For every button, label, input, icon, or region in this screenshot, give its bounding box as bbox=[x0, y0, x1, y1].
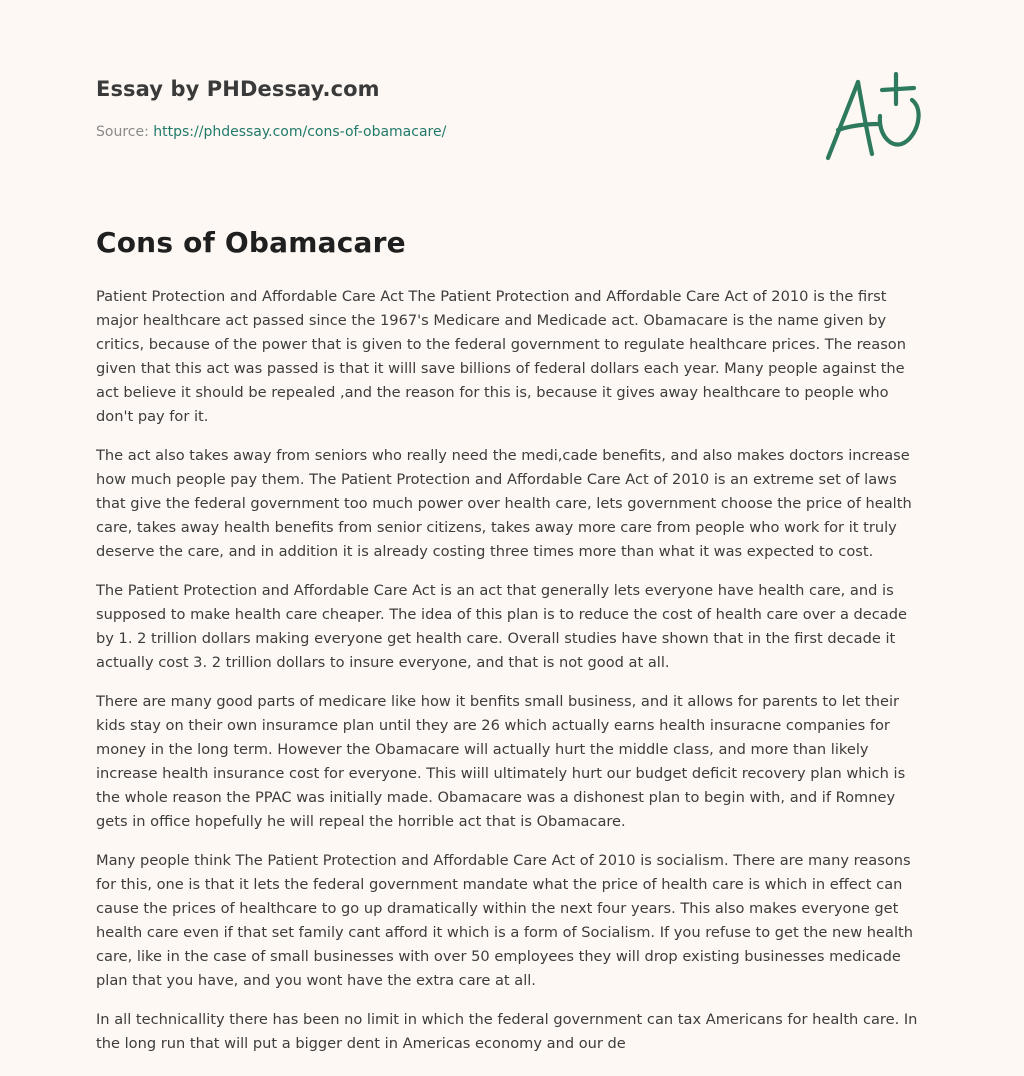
essay-paragraph: In all technicallity there has been no limit in which the federal government can tax Americans for health care. In the long run that will put a bigger dent in Americas economy and our de bbox=[96, 1011, 918, 1052]
essay-paragraph: Patient Protection and Affordable Care Act The Patient Protection and Affordable Care Act of 2010 is the first major healthcare act passed since the 1967's Medicare and Medicade act. Obamacare is the name given by critics, because of the power that is given to the federal government to regulate healthcare prices. The reason given that this act was passed is that it willl save billions of federal dollars each year. Many people against the act believe it should be repealed ,and the reason for this is, because it gives away healthcare to people who don't pay for it. bbox=[96, 288, 906, 425]
essay-paragraph: The act also takes away from seniors who really need the medi,cade benefits, and also makes doctors increase how much people pay them. The Patient Protection and Affordable Care Act of 2010 is an extreme set of laws that give the federal government too much power over health care, lets government choose the price of health care, takes away health benefits from senior citizens, takes away more care from people who work for it truly deserve the care, and in addition it is already costing three times more than what it was expected to cost. bbox=[96, 447, 912, 560]
essay-paragraph: There are many good parts of medicare like how it benfits small business, and it allows for parents to let their kids stay on their own insuramce plan until they are 26 which actually earns health insuracne companies for money in the long term. However the Obamacare will actually hurt the middle class, and more than likely increase health insurance cost for everyone. This wiill ultimately hurt our budget deficit recovery plan which is the whole reason the PPAC was initially made. Obamacare was a dishonest plan to begin with, and if Romney gets in office hopefully he will repeal the horrible act that is Obamacare. bbox=[96, 693, 906, 830]
essay-paragraph: The Patient Protection and Affordable Care Act is an act that generally lets everyone have health care, and is supposed to make health care cheaper. The idea of this plan is to reduce the cost of health care over a decade by 1. 2 trillion dollars making everyone get health care. Overall studies have shown that in the first decade it actually cost 3. 2 trillion dollars to insure everyone, and that is not good at all. bbox=[96, 582, 907, 671]
essay-title: Cons of Obamacare bbox=[96, 226, 406, 259]
essay-body bbox=[96, 285, 928, 1071]
source-link[interactable]: https://phdessay.com/cons-of-obamacare/ bbox=[153, 124, 447, 140]
source-line bbox=[96, 124, 446, 140]
page-header bbox=[96, 77, 446, 140]
essay-paragraph: Many people think The Patient Protection and Affordable Care Act of 2010 is socialism. There are many reasons for this, one is that it lets the federal government mandate what the price of health care is which in effect can cause the prices of healthcare to go up dramatically within the next four years. This also makes everyone get health care even if that set family cant afford it which is a form of Socialism. If you refuse to get the new health care, like in the case of small businesses with over 50 employees they will drop existing businesses medicade plan that you have, and you wont have the extra care at all. bbox=[96, 852, 913, 989]
source-label: Source: bbox=[96, 124, 154, 140]
site-title: Essay by PHDessay.com bbox=[96, 77, 380, 101]
a-plus-logo-icon bbox=[822, 68, 928, 164]
